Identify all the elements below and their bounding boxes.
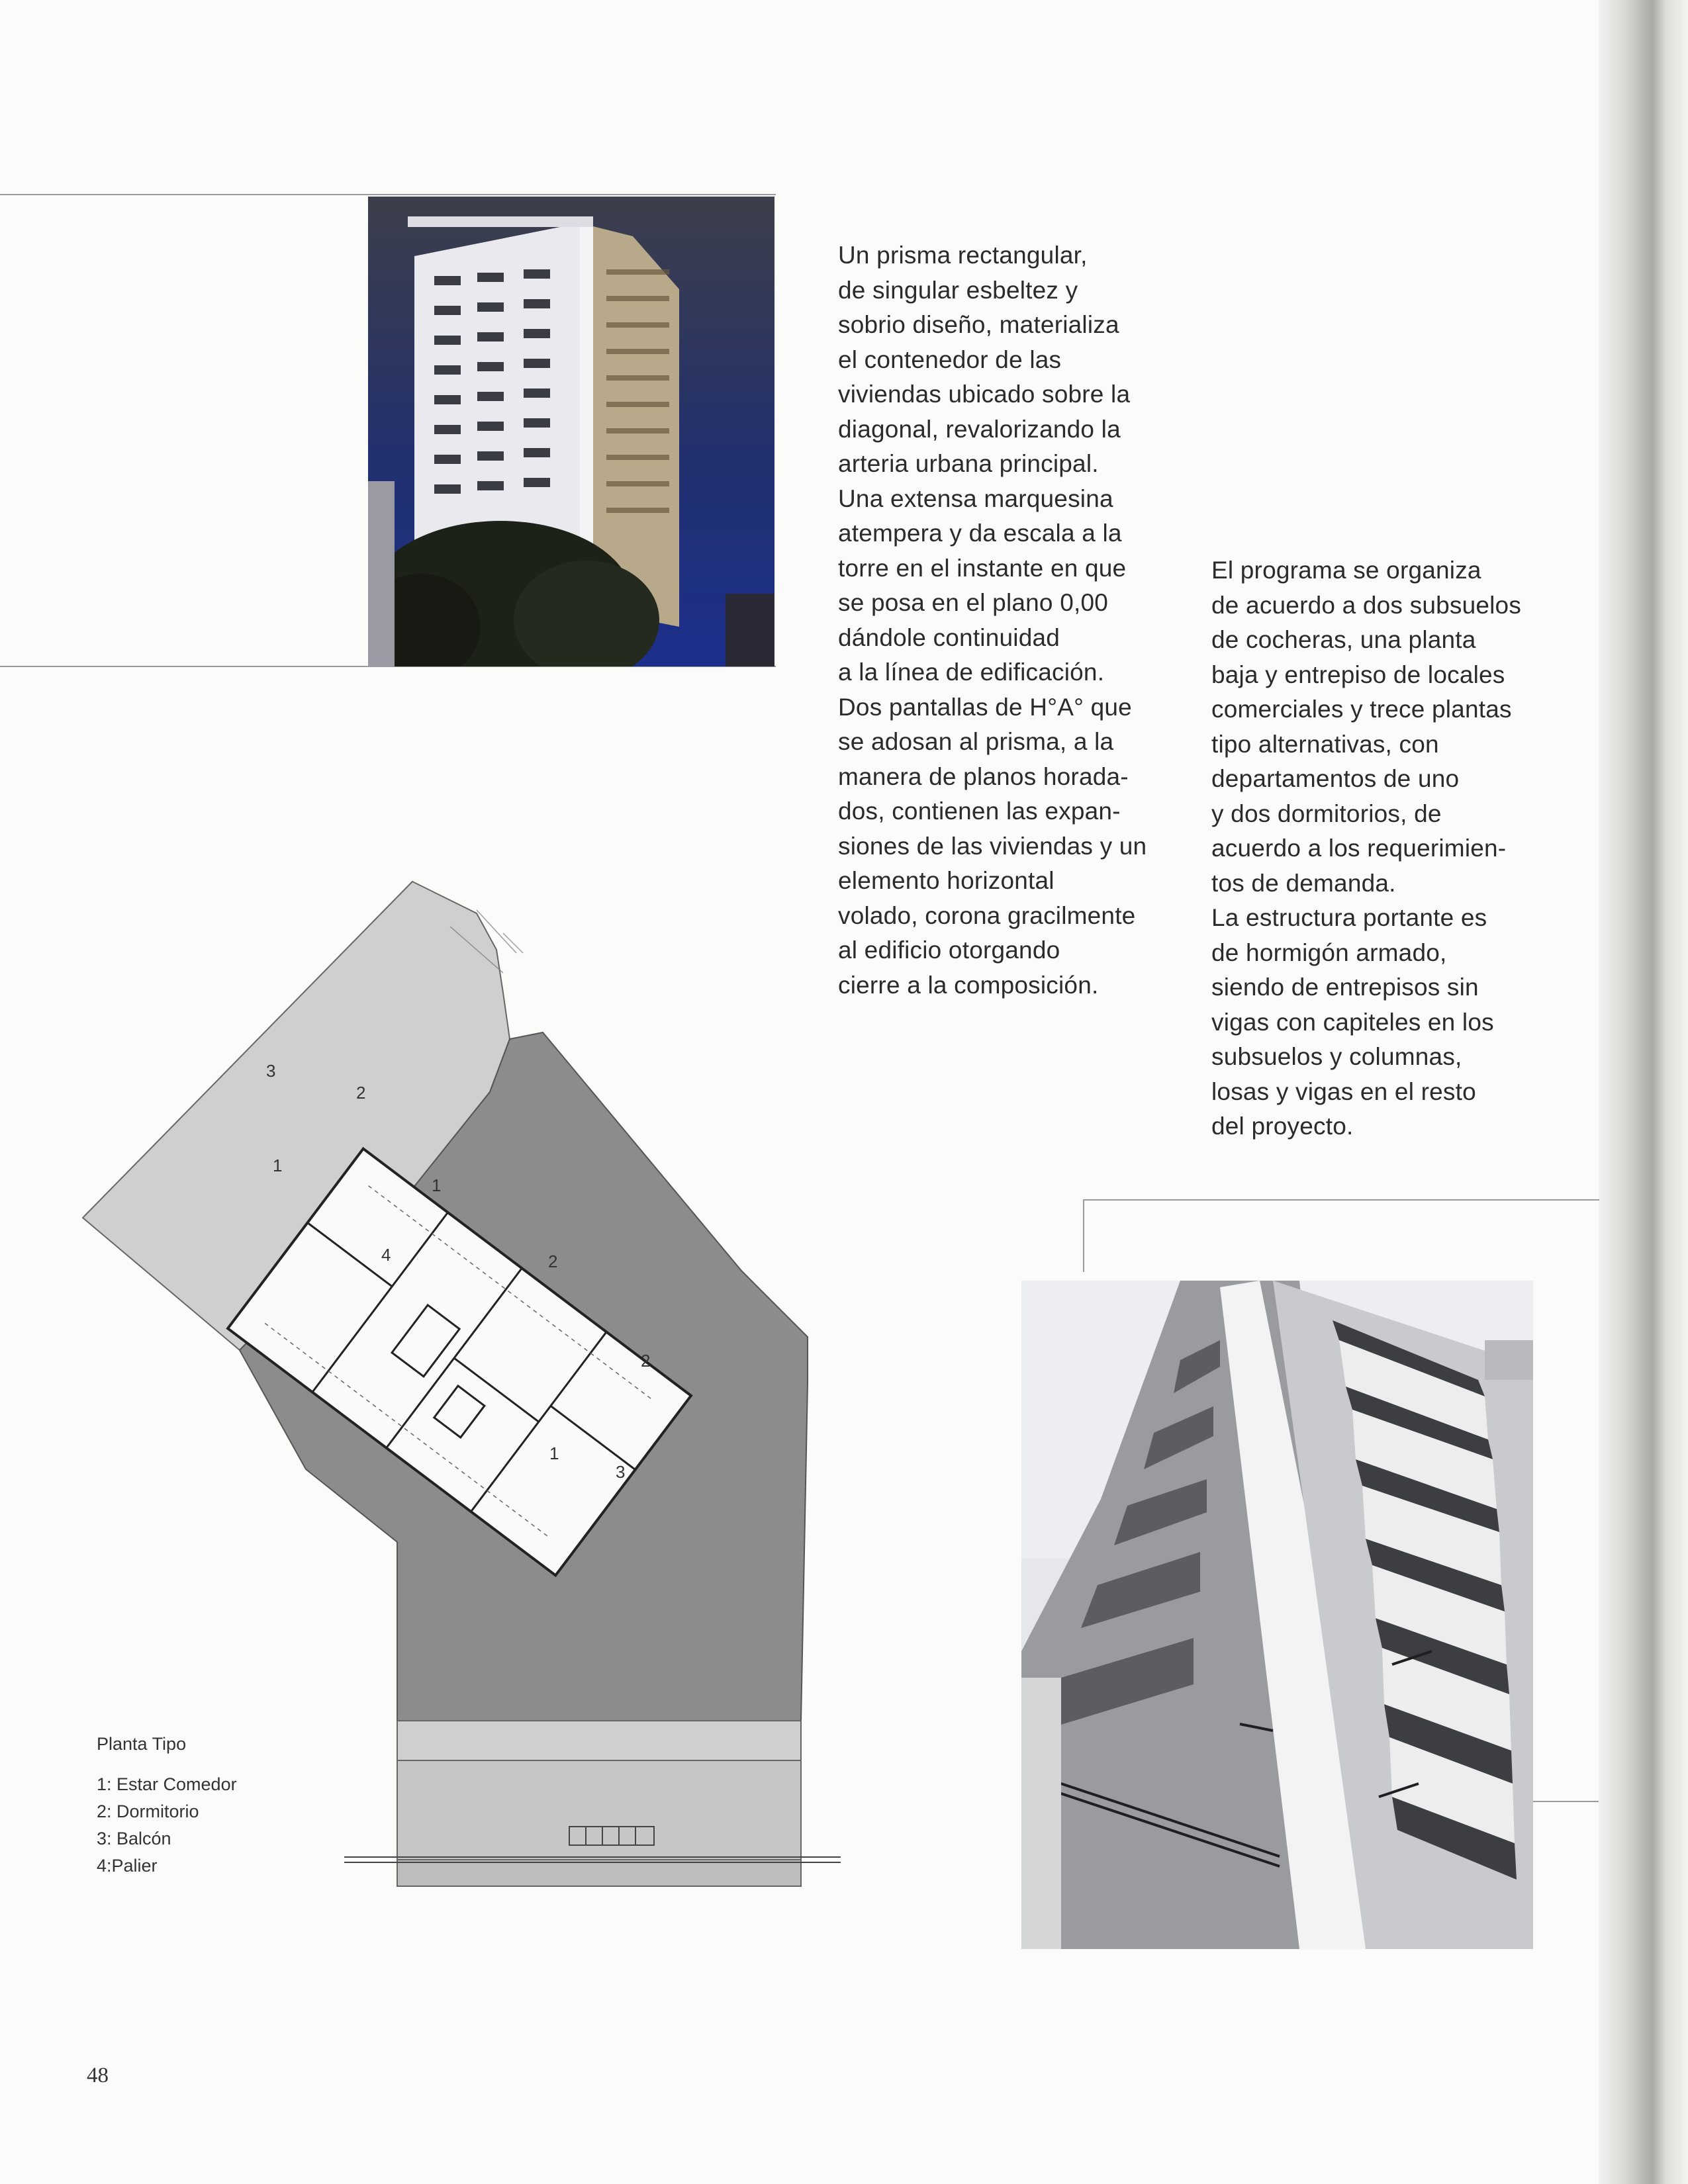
lower-frame-rule-top: [1083, 1199, 1599, 1201]
lower-frame-rule-left: [1083, 1199, 1084, 1272]
plan-label: 3: [616, 1462, 626, 1482]
text-line: diagonal, revalorizando la: [838, 415, 1121, 443]
text-column-right: [1211, 553, 1542, 1144]
text-line: tos de demanda.: [1211, 869, 1396, 897]
text-column-left: [838, 238, 1169, 1003]
plan-legend: [97, 1731, 237, 1880]
plan-label: 1: [549, 1443, 559, 1463]
text-line: sobrio diseño, materializa: [838, 311, 1119, 338]
tower-upview-photo: [1021, 1281, 1533, 1949]
legend-item: 1: Estar Comedor: [97, 1774, 237, 1794]
text-line: de acuerdo a dos subsuelos: [1211, 591, 1522, 619]
legend-item: 2: Dormitorio: [97, 1801, 199, 1821]
text-line: Un prisma rectangular,: [838, 242, 1088, 269]
text-line: siendo de entrepisos sin: [1211, 974, 1479, 1001]
plan-label: 2: [548, 1251, 558, 1271]
text-line: de singular esbeltez y: [838, 276, 1078, 304]
book-spine: [1599, 0, 1688, 2184]
text-line: y dos dormitorios, de: [1211, 799, 1442, 827]
text-line: siones de las viviendas y un: [838, 832, 1147, 860]
text-line: torre en el instante en que: [838, 554, 1127, 582]
text-line: se adosan al prisma, a la: [838, 728, 1114, 755]
plan-label: 1: [273, 1156, 283, 1175]
lower-frame-rule-right: [1532, 1801, 1599, 1802]
text-line: el contenedor de las: [838, 345, 1062, 373]
plan-label: 1: [432, 1175, 442, 1195]
plan-label: 2: [356, 1083, 366, 1103]
text-line: se posa en el plano 0,00: [838, 589, 1109, 616]
legend-item: 3: Balcón: [97, 1829, 171, 1848]
text-line: de cocheras, una planta: [1211, 626, 1476, 653]
text-line: baja y entrepiso de locales: [1211, 660, 1505, 688]
text-line: dos, contienen las expan-: [838, 797, 1121, 825]
text-line: de hormigón armado,: [1211, 938, 1447, 966]
legend-title: Planta Tipo: [97, 1734, 187, 1754]
text-line: atempera y da escala a la: [838, 520, 1122, 547]
plan-label: 4: [381, 1245, 391, 1265]
text-line: dándole continuidad: [838, 623, 1060, 651]
text-line: elemento horizontal: [838, 867, 1055, 894]
text-line: La estructura portante es: [1211, 904, 1487, 931]
text-line: arteria urbana principal.: [838, 450, 1099, 477]
top-frame-rule: [0, 194, 776, 195]
text-line: comerciales y trece plantas: [1211, 696, 1512, 723]
text-line: vigas con capiteles en los: [1211, 1008, 1494, 1036]
text-line: acuerdo a los requerimien-: [1211, 835, 1507, 862]
text-line: cierre a la composición.: [838, 971, 1099, 999]
text-line: volado, corona gracilmente: [838, 901, 1136, 929]
text-line: viviendas ubicado sobre la: [838, 381, 1131, 408]
text-line: losas y vigas en el resto: [1211, 1077, 1476, 1105]
text-line: El programa se organiza: [1211, 557, 1481, 584]
tower-photo: [368, 197, 774, 666]
text-line: a la línea de edificación.: [838, 659, 1105, 686]
text-line: Una extensa marquesina: [838, 484, 1113, 512]
legend-item: 4:Palier: [97, 1856, 158, 1876]
text-line: al edificio otorgando: [838, 936, 1060, 964]
text-line: departamentos de uno: [1211, 765, 1460, 792]
plan-label: 2: [641, 1351, 651, 1371]
text-line: del proyecto.: [1211, 1113, 1354, 1140]
text-line: tipo alternativas, con: [1211, 730, 1439, 758]
plan-label: 3: [266, 1061, 276, 1081]
text-line: subsuelos y columnas,: [1211, 1043, 1462, 1070]
text-line: manera de planos horada-: [838, 762, 1129, 790]
page-number: 48: [87, 2064, 109, 2087]
text-line: Dos pantallas de H°A° que: [838, 693, 1132, 721]
